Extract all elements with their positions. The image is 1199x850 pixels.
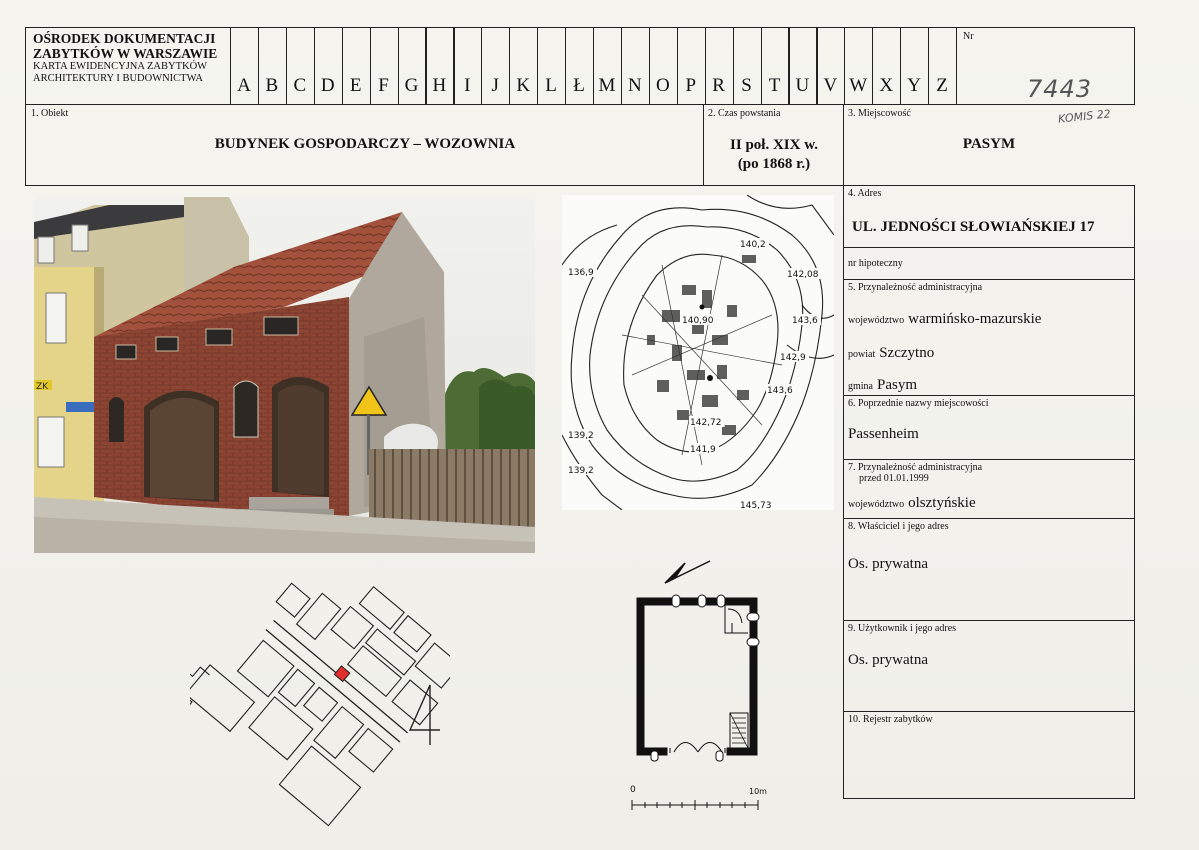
institution-line1: OŚRODEK DOKUMENTACJI xyxy=(33,31,216,46)
elevation-label: 143,6 xyxy=(767,386,793,396)
elevation-label: 141,9 xyxy=(690,445,716,455)
index-divider xyxy=(230,27,231,104)
index-divider xyxy=(761,27,762,104)
index-divider xyxy=(788,27,789,104)
north-arrow-plan xyxy=(665,561,710,583)
miejscowosc-label: 3. Miejscowość xyxy=(848,108,911,119)
index-letter: V xyxy=(823,75,838,96)
border-left-upper xyxy=(25,27,26,186)
index-letter: C xyxy=(293,75,307,96)
nr-note: KOMIS 22 xyxy=(1057,107,1112,126)
index-letter: L xyxy=(545,75,557,96)
floor-plan xyxy=(610,553,780,823)
card-type-line2: ARCHITEKTURY I BUDOWNICTWA xyxy=(33,73,203,84)
north-arrow-site xyxy=(410,685,440,745)
index-divider xyxy=(956,27,957,104)
index-letter: F xyxy=(378,75,389,96)
index-letter: O xyxy=(655,75,670,96)
index-letter: M xyxy=(598,75,616,96)
poprzednie-value: Passenheim xyxy=(848,426,919,442)
index-divider xyxy=(928,27,929,104)
index-letter: H xyxy=(432,75,447,96)
czas-value xyxy=(704,136,844,174)
elevation-label: 139,2 xyxy=(568,466,594,476)
site-plan xyxy=(190,570,450,840)
elevation-label: 145,73 xyxy=(740,501,772,510)
adres-label: 4. Adres xyxy=(848,188,882,199)
wlasciciel-value: Os. prywatna xyxy=(848,556,928,572)
rejestr-label: 10. Rejestr zabytków xyxy=(848,714,933,725)
line-poprzednie xyxy=(843,459,1135,460)
czas-value-line1: II poł. XIX w. xyxy=(730,137,818,153)
wojewodztwo-value: warmińsko-mazurskie xyxy=(908,311,1042,327)
line-rejestr xyxy=(843,798,1135,799)
index-divider xyxy=(593,27,594,104)
powiat-row xyxy=(848,344,934,362)
border-right-upper xyxy=(1134,27,1135,105)
index-letter: P xyxy=(685,75,697,96)
czas-label: 2. Czas powstania xyxy=(708,108,781,119)
row1-bottom-line xyxy=(25,185,1135,186)
index-divider xyxy=(649,27,650,104)
elevation-label: 142,08 xyxy=(787,270,819,280)
header-bottom-line xyxy=(25,104,1135,105)
institution-line2: ZABYTKÓW W WARSZAWIE xyxy=(33,46,218,61)
nr-label: Nr xyxy=(963,31,974,42)
wojewodztwo-1999-value: olsztyńskie xyxy=(908,495,976,511)
institution-block xyxy=(33,31,228,85)
index-divider xyxy=(481,27,482,104)
index-divider xyxy=(900,27,901,104)
index-letter: R xyxy=(712,75,725,96)
line-adres xyxy=(843,247,1135,248)
index-divider xyxy=(733,27,734,104)
wlasciciel-label: 8. Właściciel i jego adres xyxy=(848,521,949,532)
przynaleznosc-label: 5. Przynależność administracyjna xyxy=(848,282,983,293)
elevation-label: 136,9 xyxy=(568,268,594,278)
index-divider xyxy=(844,27,845,104)
uzytkownik-label: 9. Użytkownik i jego adres xyxy=(848,623,957,634)
index-letter: W xyxy=(849,75,868,96)
index-divider xyxy=(258,27,259,104)
index-divider xyxy=(453,27,454,104)
index-letter: U xyxy=(795,75,810,96)
wojewodztwo-1999-row xyxy=(848,494,976,512)
wojewodztwo-1999-prefix: województwo xyxy=(848,499,905,510)
border-top xyxy=(25,27,1135,28)
elevation-label: 143,6 xyxy=(792,316,818,326)
index-divider xyxy=(816,27,817,104)
index-divider xyxy=(425,27,426,104)
index-divider xyxy=(621,27,622,104)
line-przynaleznosc xyxy=(843,395,1135,396)
index-divider xyxy=(398,27,399,104)
line-uzytkownik xyxy=(843,711,1135,712)
index-letter: B xyxy=(265,75,279,96)
index-letter: A xyxy=(237,75,251,96)
index-divider xyxy=(677,27,678,104)
poprzednie-label: 6. Poprzednie nazwy miejscowości xyxy=(848,398,989,409)
index-divider xyxy=(872,27,873,104)
elevation-label: 142,72 xyxy=(690,418,722,428)
gmina-value: Pasym xyxy=(877,377,918,393)
index-letter: Z xyxy=(936,75,948,96)
uzytkownik-value: Os. prywatna xyxy=(848,652,928,668)
obiekt-label: 1. Obiekt xyxy=(31,108,69,119)
line-1999 xyxy=(843,518,1135,519)
index-divider xyxy=(370,27,371,104)
elevation-label: 140,2 xyxy=(740,240,766,250)
przynaleznosc-1999-label-line1: 7. Przynależność administracyjna xyxy=(848,462,983,473)
index-letter: D xyxy=(320,75,335,96)
powiat-value: Szczytno xyxy=(879,345,935,361)
index-divider xyxy=(286,27,287,104)
elevation-label: 140,90 xyxy=(682,316,714,326)
index-letter: Y xyxy=(907,75,921,96)
index-divider xyxy=(342,27,343,104)
index-divider xyxy=(565,27,566,104)
elevation-label: 142,9 xyxy=(780,353,806,363)
sign-text: ZK xyxy=(36,382,49,392)
index-divider xyxy=(509,27,510,104)
scale-start: 0 xyxy=(630,785,636,795)
topographic-map xyxy=(562,195,834,510)
index-letter: X xyxy=(879,75,894,96)
building-highlight xyxy=(334,666,349,681)
index-letter: G xyxy=(404,75,419,96)
index-divider xyxy=(705,27,706,104)
index-letter: K xyxy=(516,75,531,96)
index-letter: T xyxy=(768,75,781,96)
right-column-border xyxy=(1134,185,1135,799)
line-hipoteczny xyxy=(843,279,1135,280)
card-type-line1: KARTA EWIDENCYJNA ZABYTKÓW xyxy=(33,61,208,72)
powiat-prefix: powiat xyxy=(848,349,876,360)
wojewodztwo-prefix: województwo xyxy=(848,315,905,326)
wojewodztwo-row xyxy=(848,310,1041,328)
nr-value: 7443 xyxy=(1027,75,1093,103)
index-letter: E xyxy=(349,75,362,96)
elevation-label: 139,2 xyxy=(568,431,594,441)
gmina-row xyxy=(848,376,917,394)
index-letter: Ł xyxy=(573,75,585,96)
scale-end: 10m xyxy=(749,787,767,796)
index-letter: I xyxy=(464,75,471,96)
adres-value: UL. JEDNOŚCI SŁOWIAŃSKIEJ 17 xyxy=(852,219,1095,235)
index-letter: N xyxy=(628,75,642,96)
gmina-prefix: gmina xyxy=(848,381,873,392)
miejscowosc-value: PASYM xyxy=(962,136,1016,152)
building-photo xyxy=(34,197,535,553)
nr-hipoteczny-label: nr hipoteczny xyxy=(848,258,903,269)
index-divider xyxy=(314,27,315,104)
index-letter: S xyxy=(741,75,752,96)
right-column-divider xyxy=(843,185,844,799)
index-letter: J xyxy=(491,75,499,96)
line-wlasciciel xyxy=(843,620,1135,621)
obiekt-value: BUDYNEK GOSPODARCZY – WOZOWNIA xyxy=(214,136,516,152)
przynaleznosc-1999-label-line2: przed 01.01.1999 xyxy=(859,473,929,484)
czas-value-line2: (po 1868 r.) xyxy=(737,156,811,172)
przynaleznosc-1999-label xyxy=(848,462,982,484)
index-divider xyxy=(537,27,538,104)
